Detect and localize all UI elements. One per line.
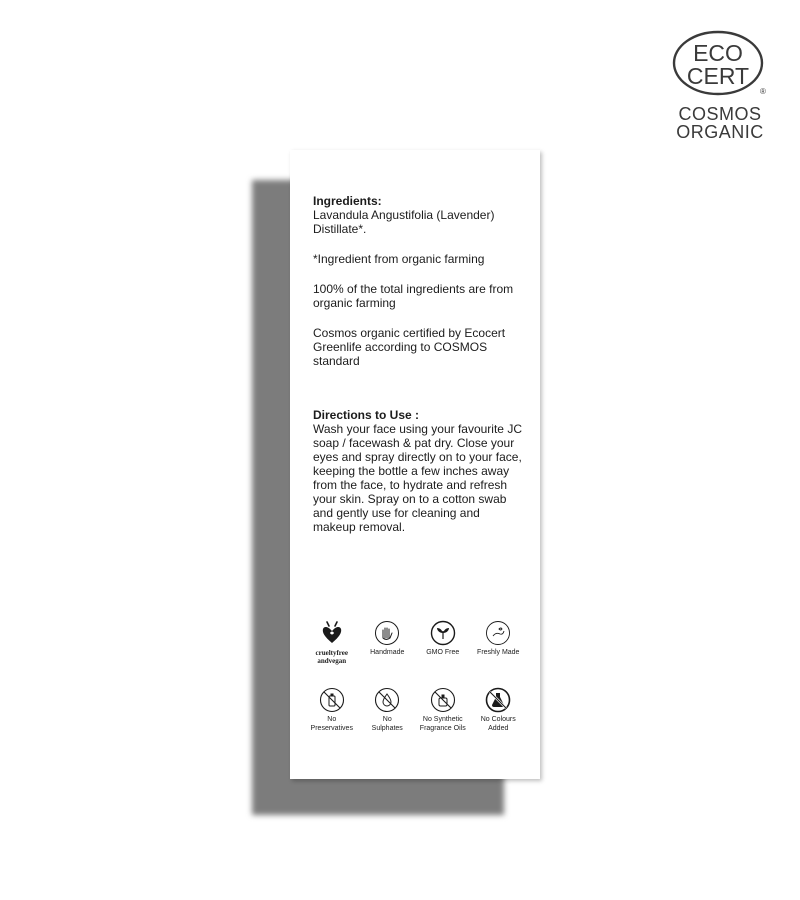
badge-label: No Preservatives [310, 716, 353, 732]
badge-gmo-free [415, 620, 471, 665]
badge-label: Handmade [370, 649, 405, 656]
logo-cosmos-text: COSMOS [678, 104, 762, 124]
badge-freshly-made [471, 620, 527, 665]
badge-handmade [360, 620, 416, 665]
no-preservatives-icon [319, 687, 345, 713]
badge-label: GMO Free [426, 649, 460, 656]
badge-no-sulphates [360, 687, 416, 733]
logo-organic-text: ORGANIC [676, 122, 764, 142]
badges-row-2 [304, 687, 526, 733]
no-synthetic-fragrance-icon [430, 687, 456, 713]
badge-label: No Synthetic Fragrance Oils [419, 716, 466, 732]
badge-label: No Colours Added [480, 716, 516, 732]
badge-cruelty-free [304, 620, 360, 665]
gmo-free-icon [430, 620, 456, 646]
product-label-card [290, 150, 540, 779]
ingredients-heading: Ingredients: [313, 194, 382, 208]
organic-note: *Ingredient from organic farming [313, 252, 485, 266]
certification-statement: Cosmos organic certified by Ecocert Greenlife according to COSMOS standard [313, 326, 506, 368]
handmade-icon [374, 620, 400, 646]
badge-no-preservatives [304, 687, 360, 733]
directions-text: Wash your face using your favourite JC soap / facewash & pat dry. Close your eyes and spray directly on to your face, keeping the bottle a few inches away from the face, to hydrate and refresh your skin. Spray on to a cotton swab and gently use for cleaning and makeup removal. [313, 422, 522, 534]
badge-label: crueltyfree andvegan [315, 649, 348, 665]
ingredients-list: Lavandula Angustifolia (Lavender) Distillate*. [313, 208, 495, 236]
ecocert-seal-icon [670, 30, 770, 102]
badge-label: Freshly Made [477, 649, 520, 656]
freshly-made-icon [485, 620, 511, 646]
cruelty-free-vegan-icon [319, 620, 345, 646]
svg-text:ECO: ECO [693, 40, 743, 66]
ecocert-cosmos-organic-logo [670, 30, 770, 145]
directions-heading: Directions to Use : [313, 408, 420, 422]
no-colours-icon [485, 687, 511, 713]
svg-text:®: ® [760, 87, 766, 96]
badge-no-synthetic-fragrance [415, 687, 471, 733]
badges-row-1 [304, 620, 526, 665]
badge-no-colours [471, 687, 527, 733]
no-sulphates-icon [374, 687, 400, 713]
badge-label: No Sulphates [371, 716, 403, 732]
organic-percent: 100% of the total ingredients are from organic farming [313, 282, 514, 310]
label-text [313, 194, 523, 534]
svg-text:CERT: CERT [686, 63, 750, 89]
